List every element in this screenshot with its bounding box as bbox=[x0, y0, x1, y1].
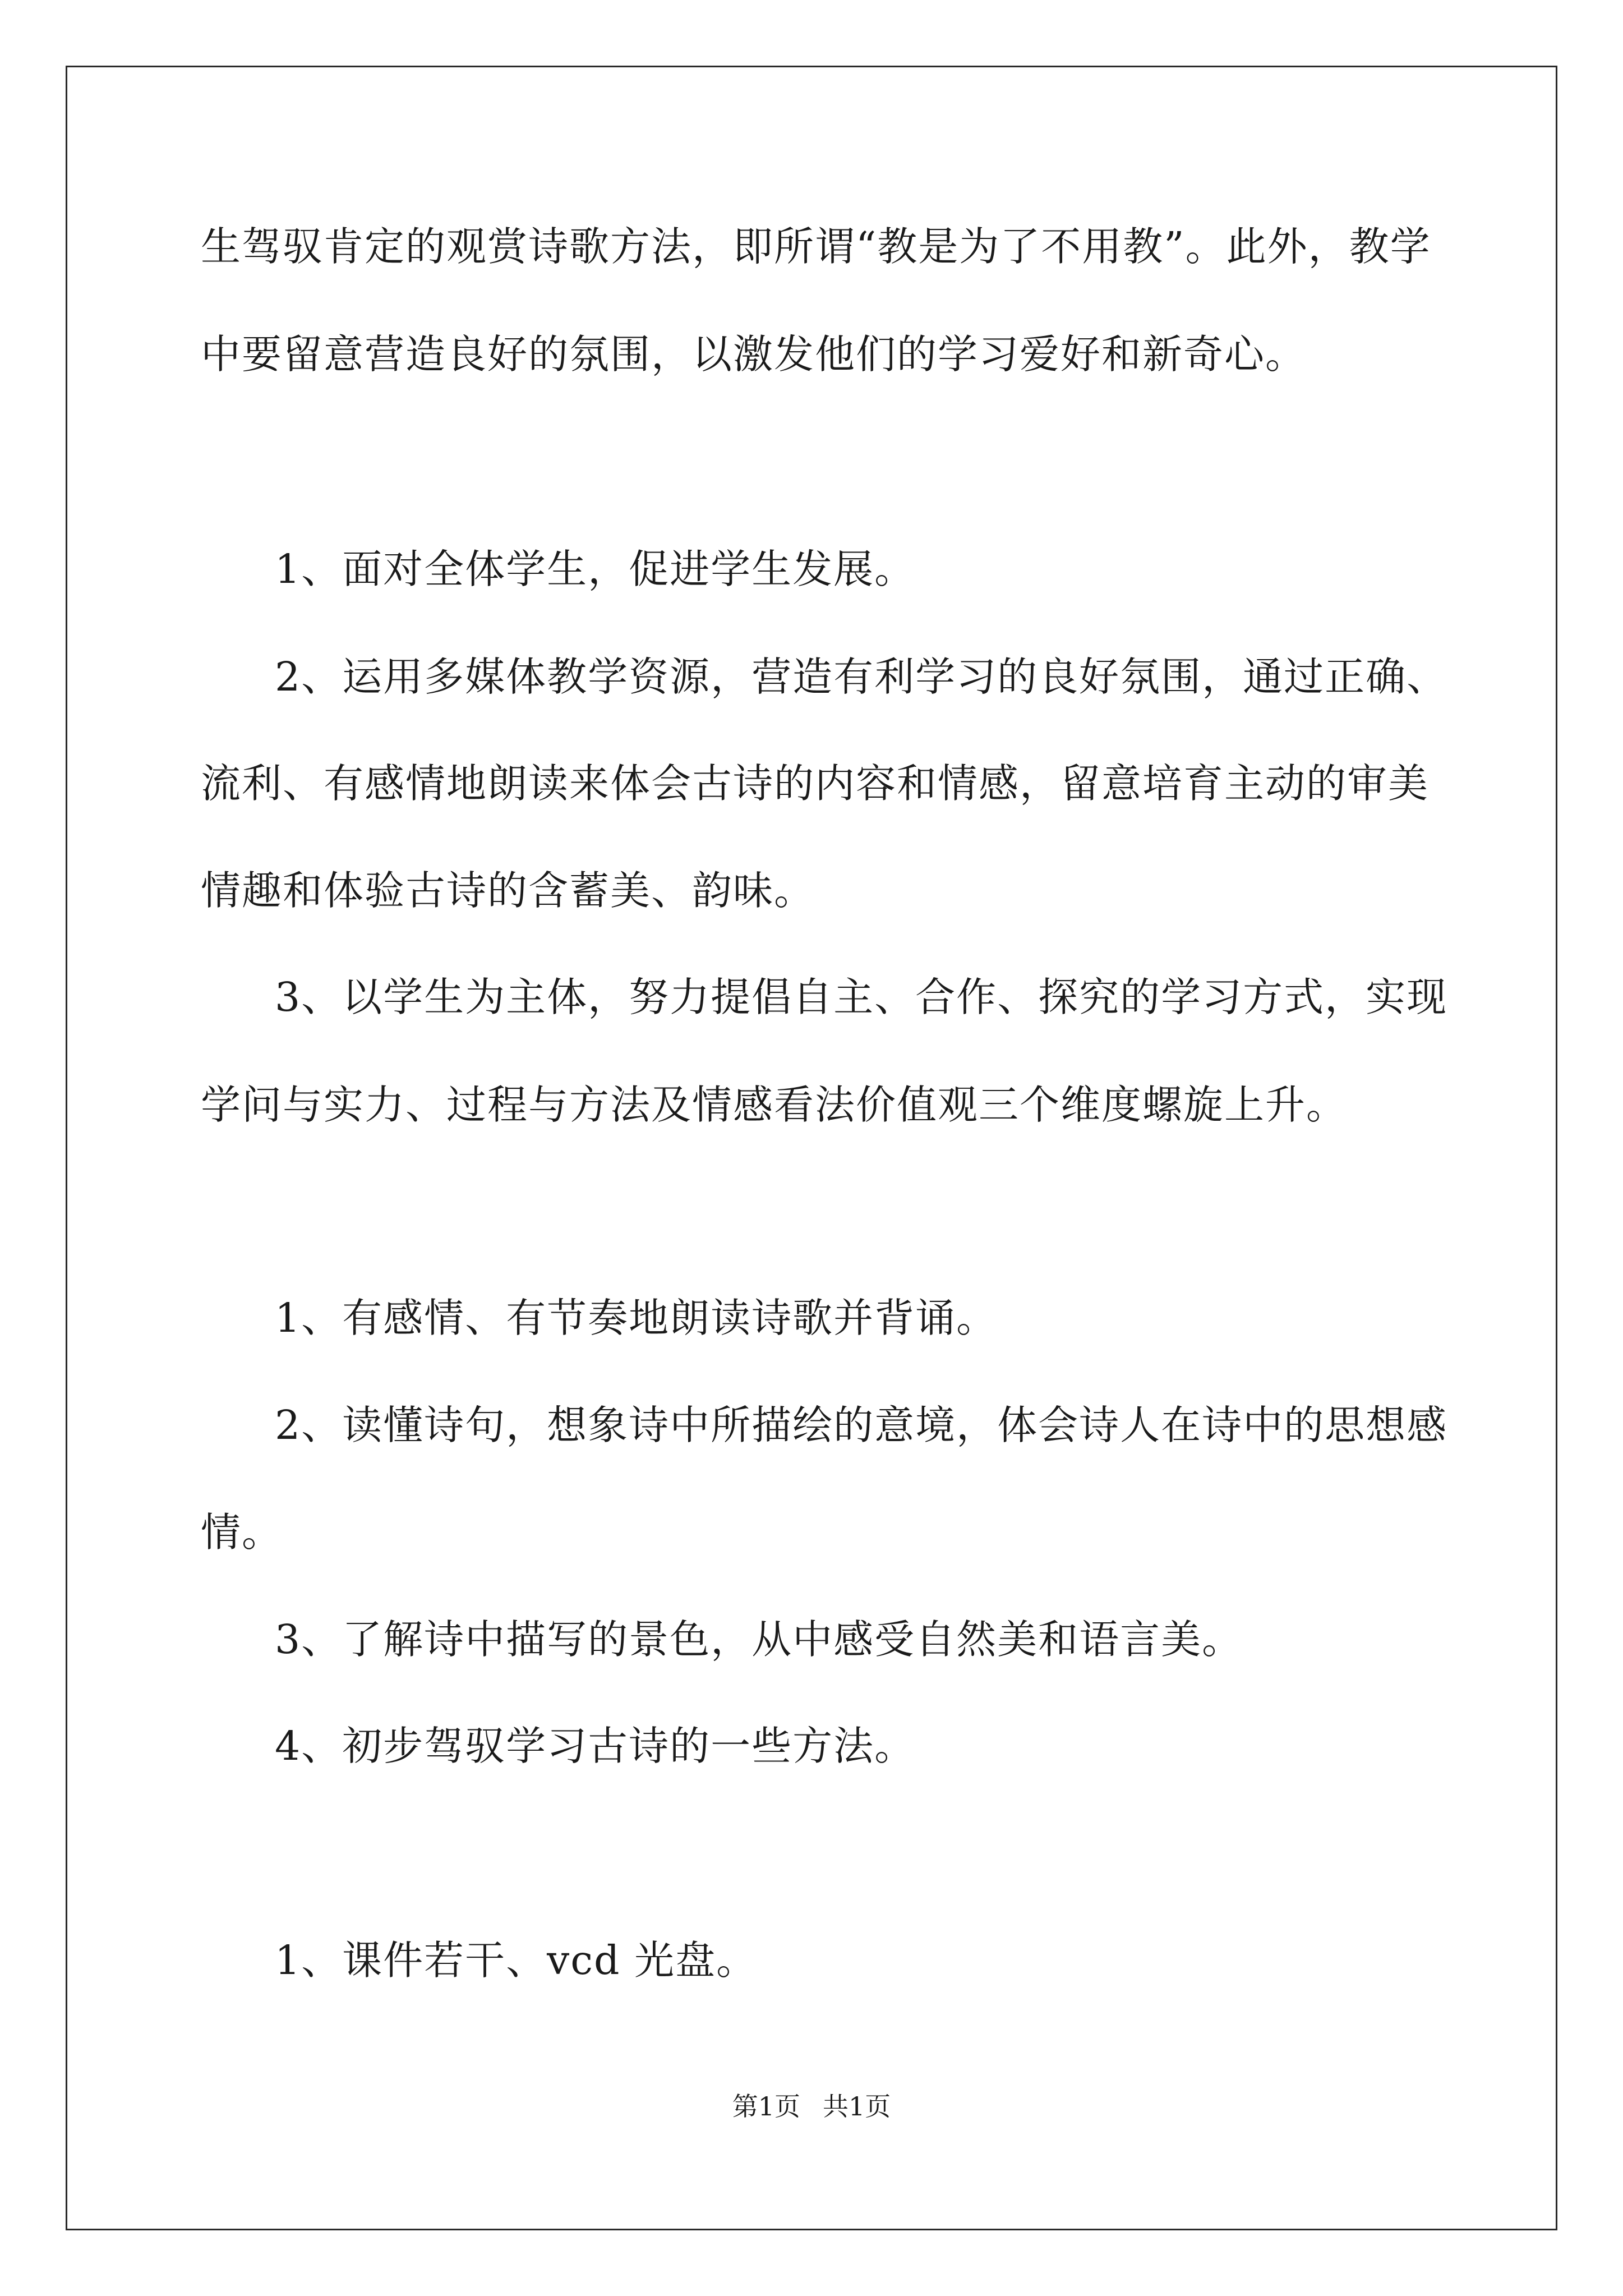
goal-item-4: 4、初步驾驭学习古诗的一些方法。 bbox=[275, 1723, 916, 1769]
paragraph-line: 情趣和体验古诗的含蓄美、韵味。 bbox=[201, 867, 815, 914]
paragraph-line: 情。 bbox=[201, 1509, 283, 1556]
paragraph-line: 中要留意营造良好的氛围，以激发他们的学习爱好和新奇心。 bbox=[201, 331, 1307, 378]
paragraph-line: 学问与实力、过程与方法及情感看法价值观三个维度螺旋上升。 bbox=[201, 1082, 1348, 1128]
paragraph-line: 生驾驭肯定的观赏诗歌方法，即所谓“教是为了不用教”。此外，教学 bbox=[201, 223, 1431, 270]
goal-item-1: 1、有感情、有节奏地朗读诗歌并背诵。 bbox=[275, 1295, 998, 1341]
page-border bbox=[66, 66, 1557, 2230]
goal-item-3: 3、了解诗中描写的景色，从中感受自然美和语言美。 bbox=[275, 1616, 1243, 1663]
page-total: 共1页 bbox=[823, 2091, 891, 2122]
paragraph-line: 流利、有感情地朗读来体会古诗的内容和情感，留意培育主动的审美 bbox=[201, 760, 1430, 807]
objective-item-1: 1、面对全体学生，促进学生发展。 bbox=[275, 546, 916, 592]
objective-item-3: 3、以学生为主体，努力提倡自主、合作、探究的学习方式，实现 bbox=[275, 974, 1448, 1020]
page-footer bbox=[0, 2090, 1623, 2123]
material-item-1: 1、课件若干、vcd 光盘。 bbox=[275, 1937, 758, 1984]
objective-item-2: 2、运用多媒体教学资源，营造有利学习的良好氛围，通过正确、 bbox=[275, 654, 1448, 700]
page-number: 第1页 bbox=[732, 2091, 800, 2122]
goal-item-2: 2、读懂诗句，想象诗中所描绘的意境，体会诗人在诗中的思想感 bbox=[275, 1402, 1448, 1448]
